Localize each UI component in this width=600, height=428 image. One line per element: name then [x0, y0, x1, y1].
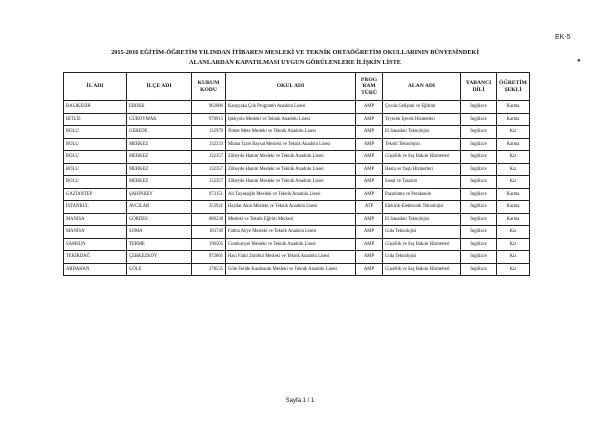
district-cell: GÖLE: [127, 263, 192, 276]
field-name-cell: Pazarlama ve Perakende: [383, 188, 461, 201]
field-name-cell: Gıda Teknolojisi: [383, 251, 461, 264]
district-cell: MERKEZ: [127, 176, 192, 189]
column-header-province: İL ADI: [64, 73, 127, 101]
program-type-cell: AMP: [356, 251, 383, 264]
annex-label: EK-5: [555, 34, 571, 41]
foreign-language-cell: İngilizce: [461, 176, 497, 189]
column-header-foreign-language: YABANCI DİLİ: [461, 73, 497, 101]
institution-code-cell: 973151: [192, 188, 226, 201]
closure-list-table: [63, 72, 530, 276]
district-cell: GÜROYMAK: [127, 113, 192, 126]
education-type-cell: Karma: [497, 138, 530, 151]
program-type-cell: AMP: [356, 163, 383, 176]
school-name-cell: Göle Feride Karabacak Mesleki ve Teknik Anadolu Lisesi: [226, 263, 356, 276]
district-cell: SOMA: [127, 226, 192, 239]
field-name-cell: Hasta ve Yaşlı Hizmetleri: [383, 163, 461, 176]
foreign-language-cell: İngilizce: [461, 163, 497, 176]
foreign-language-cell: İngilizce: [461, 101, 497, 114]
program-type-cell: AMP: [356, 113, 383, 126]
table-row: [64, 138, 530, 151]
district-cell: MERKEZ: [127, 138, 192, 151]
field-name-cell: Yiyecek İçecek Hizmetleri: [383, 113, 461, 126]
education-type-cell: Kız: [497, 151, 530, 164]
district-cell: ŞAHİNBEY: [127, 188, 192, 201]
education-type-cell: Karma: [497, 201, 530, 214]
program-type-cell: AMP: [356, 263, 383, 276]
institution-code-cell: 962080: [192, 101, 226, 114]
column-header-education-type: ÖĞRETİM ŞEKLİ: [497, 73, 530, 101]
education-type-cell: Karma: [497, 188, 530, 201]
table-row: [64, 126, 530, 139]
table-row: [64, 226, 530, 239]
district-cell: ERDEK: [127, 101, 192, 114]
institution-code-cell: 132333: [192, 138, 226, 151]
province-cell: BALIKESİR: [64, 101, 127, 114]
institution-code-cell: 132979: [192, 126, 226, 139]
province-cell: ARDAHAN: [64, 263, 127, 276]
province-cell: BOLU: [64, 176, 127, 189]
school-name-cell: Zübeyde Hanım Mesleki ve Teknik Anadolu Lisesi: [226, 151, 356, 164]
page-number: Sayfa 1 / 1: [285, 398, 315, 404]
province-cell: İSTANBUL: [64, 201, 127, 214]
title-line-1: 2015-2016 EĞİTİM-ÖĞRETİM YILINDAN İTİBAREN MESLEKİ VE TEKNİK ORTAÖĞRETİM OKULLARININ BÜNYESİNDEKİ: [111, 49, 479, 56]
school-name-cell: Zübeyde Hanım Mesleki ve Teknik Anadolu Lisesi: [226, 163, 356, 176]
education-type-cell: Karma: [497, 101, 530, 114]
institution-code-cell: 132357: [192, 151, 226, 164]
district-cell: TERME: [127, 238, 192, 251]
institution-code-cell: 196505: [192, 238, 226, 251]
program-type-cell: AMP: [356, 151, 383, 164]
margin-dot-mark: ●: [577, 58, 581, 64]
field-name-cell: El Sanatları Teknolojisi: [383, 126, 461, 139]
province-cell: MANİSA: [64, 226, 127, 239]
field-name-cell: Gıda Teknolojisi: [383, 226, 461, 239]
institution-code-cell: 132357: [192, 176, 226, 189]
school-name-cell: Fatma Aliye Mesleki ve Teknik Anadolu Lisesi: [226, 226, 356, 239]
province-cell: MANİSA: [64, 213, 127, 226]
field-name-cell: Sanat ve Tasarım: [383, 176, 461, 189]
education-type-cell: Kız: [497, 263, 530, 276]
program-type-cell: AMP: [356, 213, 383, 226]
foreign-language-cell: İngilizce: [461, 213, 497, 226]
program-type-cell: AMP: [356, 101, 383, 114]
field-name-cell: Elektrik-Elektronik Teknolojisi: [383, 201, 461, 214]
province-cell: BOLU: [64, 126, 127, 139]
program-type-cell: AMP: [356, 238, 383, 251]
district-cell: GEREDE: [127, 126, 192, 139]
district-cell: ÇERKEZKÖY: [127, 251, 192, 264]
institution-code-cell: 972001: [192, 251, 226, 264]
province-cell: BİTLİS: [64, 113, 127, 126]
school-name-cell: Karşıyaka Çok Programlı Anadolu Lisesi: [226, 101, 356, 114]
foreign-language-cell: İngilizce: [461, 201, 497, 214]
table-row: [64, 101, 530, 114]
column-header-school-name: OKUL ADI: [226, 73, 356, 101]
institution-code-cell: 183749: [192, 226, 226, 239]
province-cell: SAMSUN: [64, 238, 127, 251]
education-type-cell: Kız: [497, 126, 530, 139]
education-type-cell: Kız: [497, 238, 530, 251]
program-type-cell: AMP: [356, 138, 383, 151]
school-name-cell: Ali Tuyakoğlu Mesleki ve Teknik Anadolu Lisesi: [226, 188, 356, 201]
field-name-cell: Çocuk Gelişimi ve Eğitimi: [383, 101, 461, 114]
table-row: [64, 263, 530, 276]
table-row: [64, 201, 530, 214]
institution-code-cell: 353921: [192, 201, 226, 214]
program-type-cell: AMP: [356, 176, 383, 189]
district-cell: AVCILAR: [127, 201, 192, 214]
education-type-cell: Kız: [497, 251, 530, 264]
field-name-cell: Güzellik ve Saç Bakım Hizmetleri: [383, 238, 461, 251]
column-header-district: İLÇE ADI: [127, 73, 192, 101]
institution-code-cell: 970915: [192, 113, 226, 126]
province-cell: GAZİANTEP: [64, 188, 127, 201]
institution-code-cell: 278535: [192, 263, 226, 276]
province-cell: BOLU: [64, 138, 127, 151]
school-name-cell: Zübeyde Hanım Mesleki ve Teknik Anadolu Lisesi: [226, 176, 356, 189]
title-line-2: ALANLARDAN KAPATILMASI UYGUN GÖRÜLENLERE İLİŞKİN LİSTE: [189, 59, 401, 66]
school-name-cell: İpekyolu Mesleki ve Teknik Anadolu Lisesi: [226, 113, 356, 126]
district-cell: MERKEZ: [127, 151, 192, 164]
school-name-cell: Hacı Fahri Zumbul Mesleki ve Teknik Anadolu Lisesi: [226, 251, 356, 264]
table-row: [64, 176, 530, 189]
field-name-cell: El Sanatları Teknolojisi: [383, 213, 461, 226]
foreign-language-cell: İngilizce: [461, 226, 497, 239]
foreign-language-cell: İngilizce: [461, 113, 497, 126]
foreign-language-cell: İngilizce: [461, 138, 497, 151]
table-row: [64, 213, 530, 226]
foreign-language-cell: İngilizce: [461, 263, 497, 276]
school-name-cell: Haydar Akın Mesleki ve Teknik Anadolu Lisesi: [226, 201, 356, 214]
table-row: [64, 251, 530, 264]
school-name-cell: Cumhuriyet Mesleki ve Teknik Anadolu Lisesi: [226, 238, 356, 251]
table-row: [64, 163, 530, 176]
table-header-row: [64, 73, 530, 101]
school-name-cell: Mesleki ve Teknik Eğitim Merkezi: [226, 213, 356, 226]
column-header-institution-code: KURUM KODU: [192, 73, 226, 101]
table-row: [64, 151, 530, 164]
field-name-cell: Tekstil Teknolojisi: [383, 138, 461, 151]
district-cell: GÖRDES: [127, 213, 192, 226]
foreign-language-cell: İngilizce: [461, 151, 497, 164]
education-type-cell: Karma: [497, 213, 530, 226]
institution-code-cell: 880238: [192, 213, 226, 226]
education-type-cell: Kız: [497, 226, 530, 239]
program-type-cell: AMP: [356, 126, 383, 139]
table-row: [64, 188, 530, 201]
foreign-language-cell: İngilizce: [461, 238, 497, 251]
program-type-cell: ATP: [356, 201, 383, 214]
foreign-language-cell: İngilizce: [461, 188, 497, 201]
institution-code-cell: 132357: [192, 163, 226, 176]
column-header-program-type: PROG RAM TÜRÜ: [356, 73, 383, 101]
table-row: [64, 238, 530, 251]
field-name-cell: Güzellik ve Saç Bakım Hizmetleri: [383, 263, 461, 276]
program-type-cell: AMP: [356, 188, 383, 201]
foreign-language-cell: İngilizce: [461, 251, 497, 264]
column-header-field-name: ALAN ADI: [383, 73, 461, 101]
district-cell: MERKEZ: [127, 163, 192, 176]
foreign-language-cell: İngilizce: [461, 126, 497, 139]
province-cell: BOLU: [64, 151, 127, 164]
field-name-cell: Güzellik ve Saç Bakım Hizmetleri: [383, 151, 461, 164]
education-type-cell: Kız: [497, 163, 530, 176]
school-name-cell: Mimar İzzet Baysal Mesleki ve Teknik Anadolu Lisesi: [226, 138, 356, 151]
province-cell: TEKİRDAĞ: [64, 251, 127, 264]
school-name-cell: Nimet Mete Mesleki ve Teknik Anadolu Lisesi: [226, 126, 356, 139]
program-type-cell: AMP: [356, 226, 383, 239]
document-title: [60, 48, 530, 68]
province-cell: BOLU: [64, 163, 127, 176]
education-type-cell: Karma: [497, 113, 530, 126]
education-type-cell: Kız: [497, 176, 530, 189]
table-row: [64, 113, 530, 126]
